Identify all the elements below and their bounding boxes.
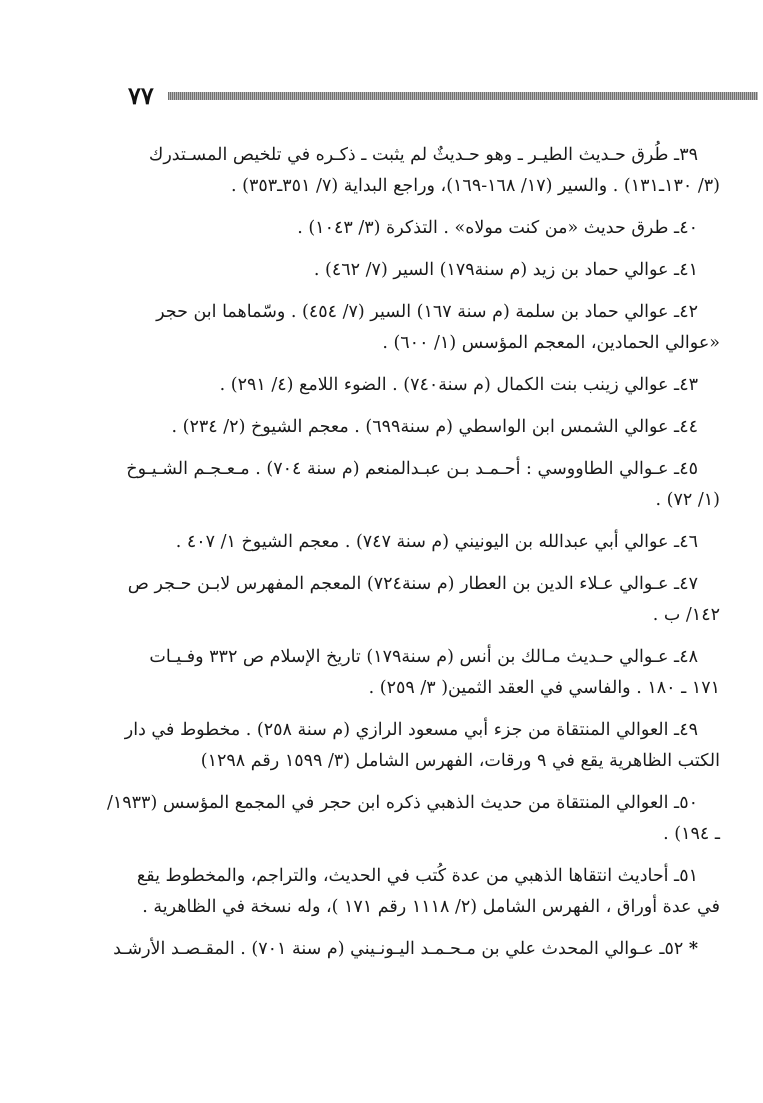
- entry-43: [128, 370, 698, 401]
- entry-39: [128, 140, 720, 202]
- entry-line: ٤٥ـ عـوالي الطاووسي : أحـمـد بـن عبـدالمنعم (م سنة ٧٠٤) . مـعـجـم الشـيـوخ: [126, 459, 698, 479]
- entry-49: [124, 715, 720, 777]
- entry-line: الكتب الظاهرية يقع في ٩ ورقات، الفهرس الشامل (٣/ ١٥٩٩ رقم ١٢٩٨): [200, 751, 720, 771]
- entry-line: ٤٤ـ عوالي الشمس ابن الواسطي (م سنة٦٩٩) . معجم الشيوخ (٢/ ٢٣٤) .: [171, 417, 698, 437]
- entry-50: [106, 788, 720, 850]
- entry-48: [128, 642, 720, 704]
- entry-line: [113, 934, 698, 965]
- page-number: ٧٧: [128, 81, 154, 110]
- entry-line: ٥١ـ أحاديث انتقاها الذهبي من عدة كُتب في الحديث، والتراجم، والمخطوط يقع: [136, 866, 698, 886]
- entry-line: في عدة أوراق ، الفهرس الشامل (٢/ ١١١٨ رقم ١٧١ )، وله نسخة في الظاهرية .: [142, 897, 720, 917]
- entry-40: [128, 213, 698, 244]
- entry-line: (٣/ ١٣٠ـ١٣١) . والسير (١٧/ ١٦٨-١٦٩)، وراجع البداية (٧/ ٣٥١ـ٣٥٣) .: [230, 176, 720, 196]
- entry-line: ١٤٢/ ب .: [652, 605, 720, 625]
- entry-line: ـ ١٩٤) .: [663, 824, 720, 844]
- entry-line: ٤٢ـ عوالي حماد بن سلمة (م سنة ١٦٧) السير (٧/ ٤٥٤) . وسّماهما ابن حجر: [156, 302, 698, 322]
- header-rule: [168, 92, 758, 100]
- entry-42: [128, 297, 720, 359]
- entry-51: [128, 861, 720, 923]
- asterisk-marker: *: [688, 939, 698, 959]
- entry-line: ٣٩ـ طُرق حـديث الطيـر ـ وهو حـديثٌ لم يثبت ـ ذكـره في تلخيص المسـتدرك: [148, 145, 698, 165]
- entry-line: «عوالي الحمادين، المعجم المؤسس (١/ ٦٠٠) .: [382, 333, 720, 353]
- entry-line: (١/ ٧٢) .: [655, 490, 720, 510]
- entry-line: ٤١ـ عوالي حماد بن زيد (م سنة١٧٩) السير (٧/ ٤٦٢) .: [313, 260, 698, 280]
- entry-line: ٤٩ـ العوالي المنتقاة من جزء أبي مسعود الرازي (م سنة ٢٥٨) . مخطوط في دار: [124, 720, 698, 740]
- entry-46: [128, 527, 698, 558]
- entry-47: [127, 569, 720, 631]
- entry-text: ٥٢ـ عـوالي المحدث علي بن مـحـمـد اليـونـيني (م سنة ٧٠١) . المقـصـد الأرشـد: [113, 939, 684, 959]
- entry-line: ٤٣ـ عوالي زينب بنت الكمال (م سنة٧٤٠) . الضوء اللامع (٤/ ٢٩١) .: [219, 375, 698, 395]
- entry-41: [128, 255, 698, 286]
- entry-line: ٥٠ـ العوالي المنتقاة من حديث الذهبي ذكره ابن حجر في المجمع المؤسس (١٩٣٣/: [106, 793, 698, 813]
- entry-line: ٤٨ـ عـوالي حـديث مـالك بن أنس (م سنة١٧٩) تاريخ الإسلام ص ٣٣٢ وفـيـات: [149, 647, 698, 667]
- entry-line: ٤٠ـ طرق حديث «من كنت مولاه» . التذكرة (٣/ ١٠٤٣) .: [297, 218, 698, 238]
- entry-52: [113, 934, 698, 965]
- page-header: [128, 81, 758, 110]
- entry-line: ٤٧ـ عـوالي عـلاء الدين بن العطار (م سنة٧٢٤) المعجم المفهرس لابـن حـجر ص: [127, 574, 698, 594]
- entry-line: ٤٦ـ عوالي أبي عبدالله بن اليونيني (م سنة ٧٤٧) . معجم الشيوخ ١/ ٤٠٧ .: [175, 532, 698, 552]
- entry-line: ١٧١ ـ ١٨٠ . والفاسي في العقد الثمين( ٣/ ٢٥٩) .: [368, 678, 720, 698]
- entry-45: [126, 454, 720, 516]
- entries-list: [106, 140, 720, 976]
- entry-44: [128, 412, 698, 443]
